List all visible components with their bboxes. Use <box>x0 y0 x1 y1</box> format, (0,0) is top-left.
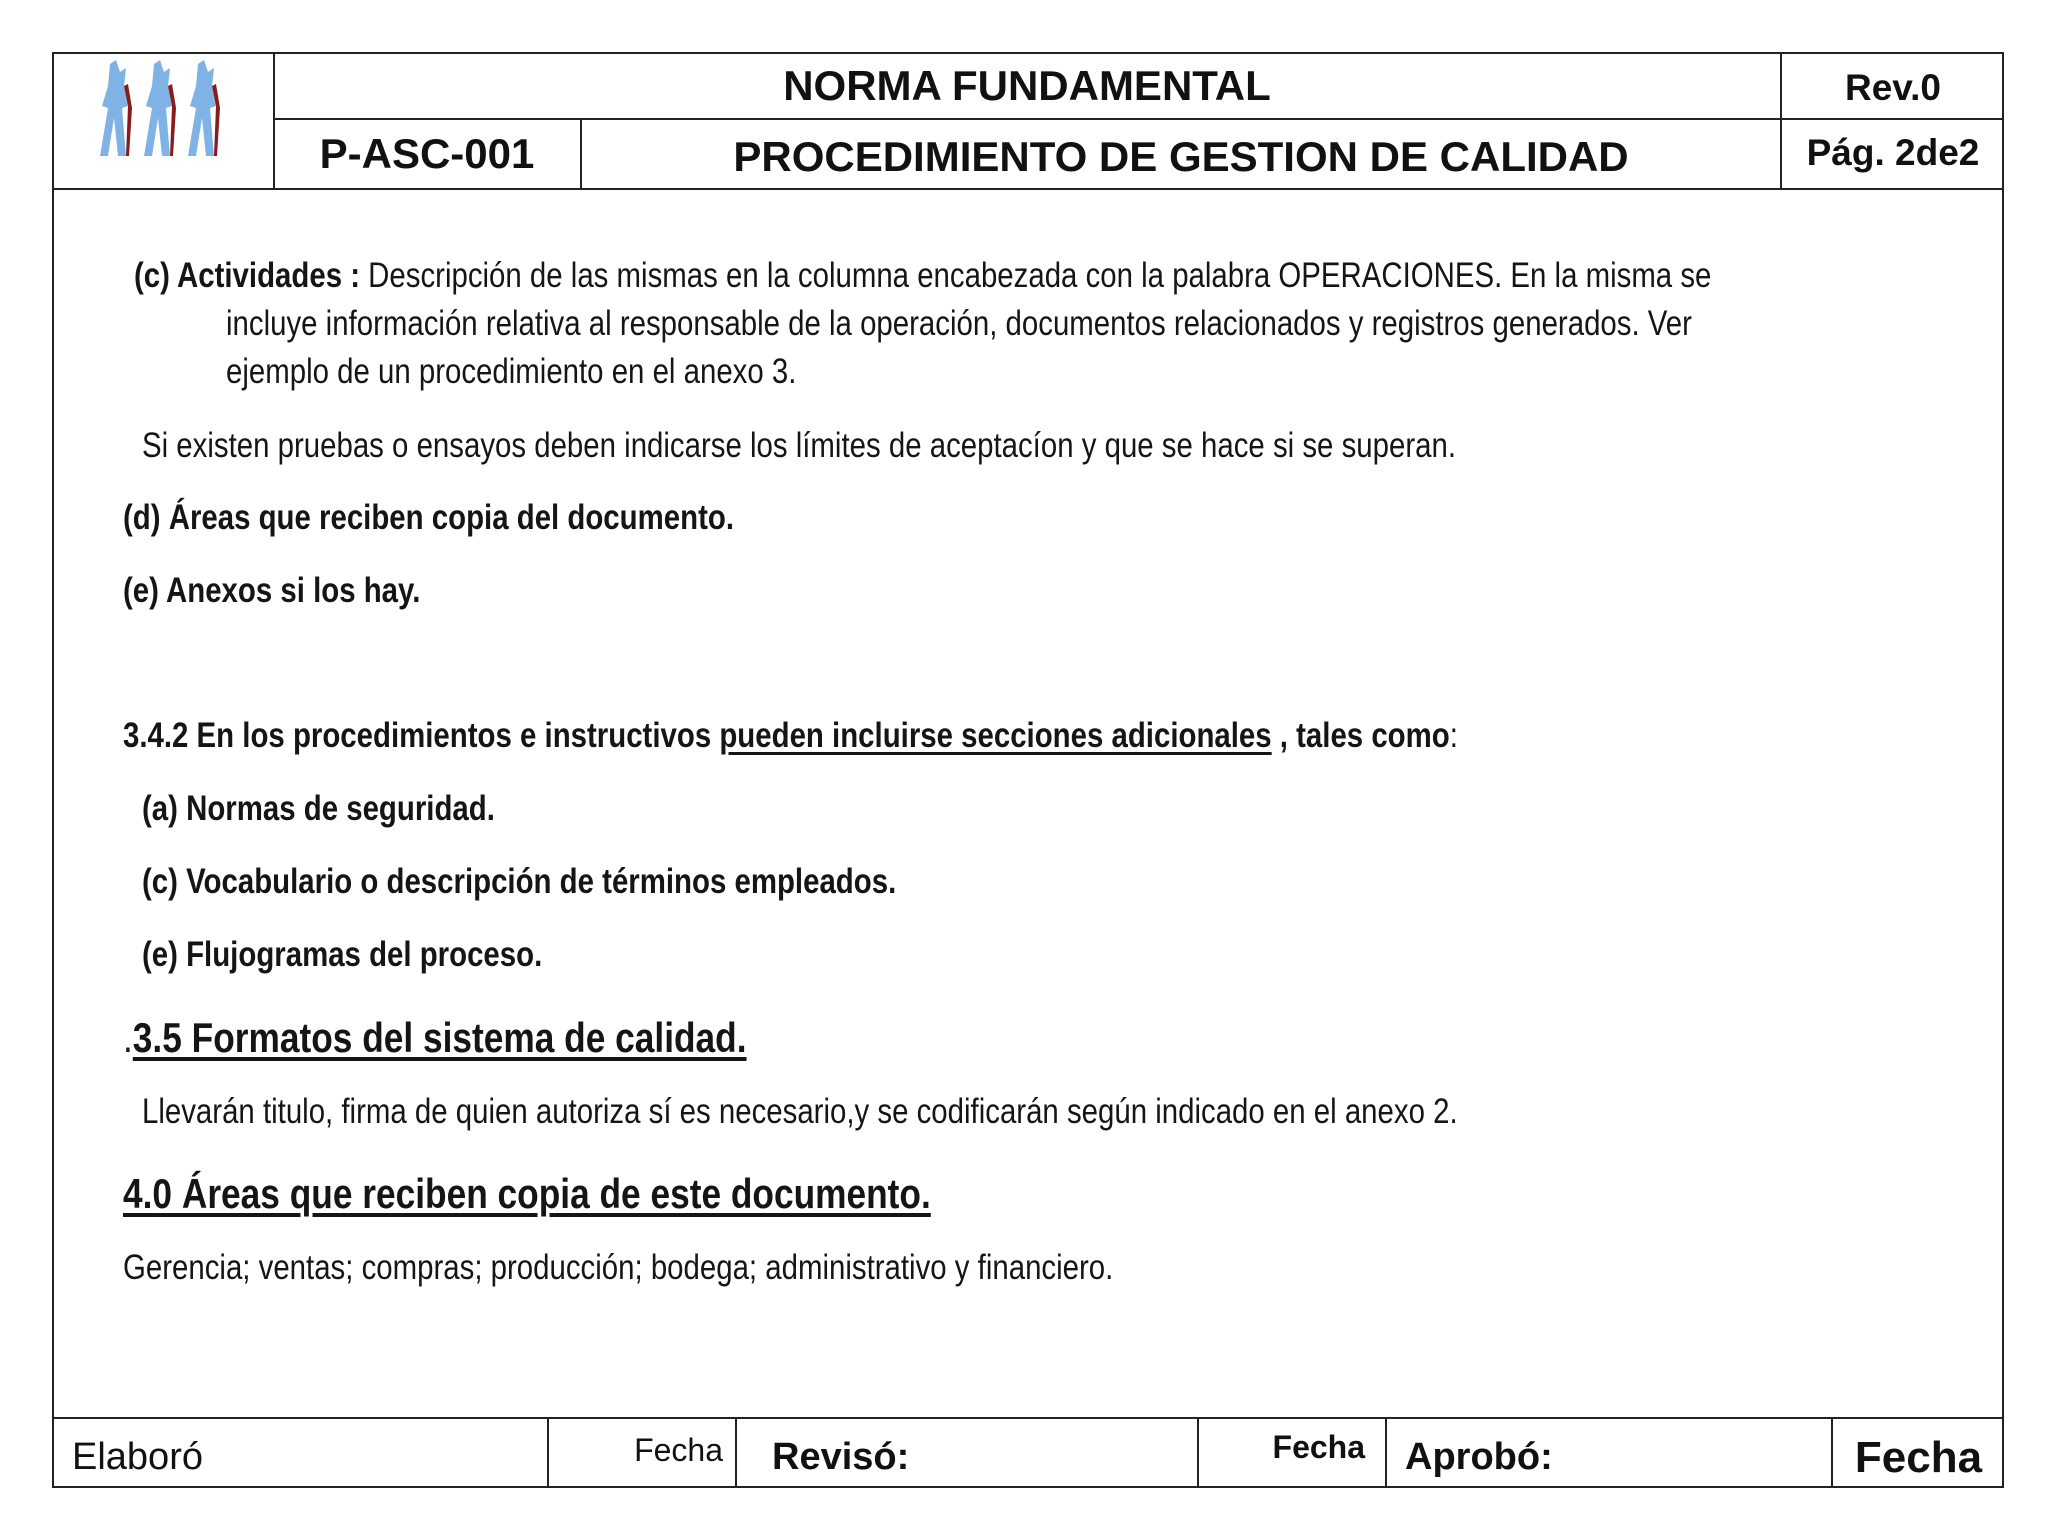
section-35-heading <box>123 1010 747 1066</box>
pruebas-paragraph: Si existen pruebas o ensayos deben indicarse los límites de aceptacíon y que se hace si se superan. <box>142 426 1456 465</box>
item-e: (e) Anexos si los hay. <box>123 571 421 610</box>
section-342-tail: , tales como <box>1271 716 1450 755</box>
logo-figure <box>100 60 132 156</box>
section-35-text: Llevarán titulo, firma de quien autoriza sí es necesario,y se codificarán según indicado en el anexo 2. <box>142 1092 1458 1131</box>
footer-divider-4 <box>1385 1418 1387 1488</box>
three-figures-logo-icon <box>96 56 236 166</box>
footer-aprobo: Aprobó: <box>1405 1435 1553 1478</box>
header-title-top: NORMA FUNDAMENTAL <box>783 62 1271 109</box>
footer-fecha-2: Fecha <box>1272 1428 1365 1465</box>
item-d: (d) Áreas que reciben copia del documento. <box>123 498 734 537</box>
section-35-dot: . <box>123 1014 133 1061</box>
section-342-colon: : <box>1449 716 1458 755</box>
footer-reviso: Revisó: <box>772 1435 910 1478</box>
list-item-c: (c) Vocabulario o descripción de términos empleados. <box>142 862 897 901</box>
list-item-a: (a) Normas de seguridad. <box>142 789 495 828</box>
page-number: Pág. 2de2 <box>1806 132 1980 173</box>
list-item-e: (e) Flujogramas del proceso. <box>142 935 543 974</box>
logo-figure <box>144 60 176 156</box>
section-35-title: 3.5 Formatos del sistema de calidad. <box>132 1014 747 1061</box>
document-code: P-ASC-001 <box>319 130 535 177</box>
item-c-line-3: ejemplo de un procedimiento en el anexo 3. <box>226 352 797 391</box>
logo-figure <box>188 60 220 156</box>
document-title: PROCEDIMIENTO DE GESTION DE CALIDAD <box>733 133 1629 180</box>
footer-elaboro: Elaboró <box>72 1435 203 1478</box>
section-342-underlined: pueden incluirse secciones adicionales <box>719 716 1272 755</box>
section-40-text: Gerencia; ventas; compras; producción; bodega; administrativo y financiero. <box>123 1248 1114 1287</box>
section-342-paragraph <box>123 712 1458 760</box>
section-342-lead: 3.4.2 En los procedimientos e instructivos <box>123 716 720 755</box>
footer-divider-2 <box>735 1418 737 1488</box>
footer-top-line <box>52 1417 2004 1419</box>
item-c-line-1 <box>134 252 1711 300</box>
footer-fecha-3: Fecha <box>1854 1433 1983 1482</box>
footer-fecha-1: Fecha <box>634 1431 723 1468</box>
item-c-text: Descripción de las mismas en la columna encabezada con la palabra OPERACIONES. En la misma se <box>359 256 1712 295</box>
item-c-line-2: incluye información relativa al responsable de la operación, documentos relacionados y registros generados. Ver <box>226 304 1692 343</box>
section-40-heading: 4.0 Áreas que reciben copia de este documento. <box>123 1170 931 1217</box>
item-c-label: (c) Actividades : <box>134 256 360 295</box>
revision-label: Rev.0 <box>1845 67 1941 108</box>
